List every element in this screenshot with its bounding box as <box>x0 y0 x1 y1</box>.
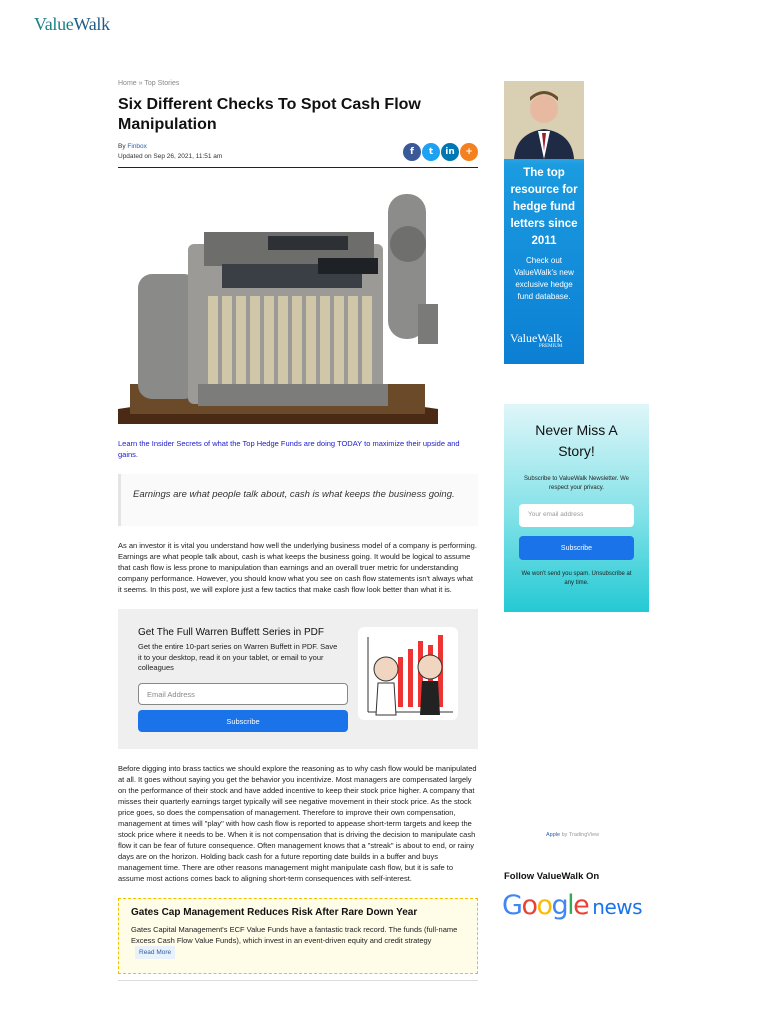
ad-brand-logo <box>510 331 562 349</box>
newsletter-email-input[interactable]: Your email address <box>519 504 634 527</box>
article-title: Six Different Checks To Spot Cash Flow Manipulation <box>118 96 421 133</box>
tradingview-widget <box>546 832 599 838</box>
logo-text-a: Value <box>34 14 74 34</box>
share-buttons <box>403 143 478 161</box>
facebook-share-icon[interactable]: f <box>403 143 421 161</box>
twitter-share-icon[interactable]: t <box>422 143 440 161</box>
teaser-title[interactable]: Gates Cap Management Reduces Risk After Rare Down Year <box>131 907 418 918</box>
newsletter-disclaimer: We won't send you spam. Unsubscribe at any time. <box>521 571 632 586</box>
breadcrumb-section[interactable]: Top Stories <box>144 80 180 87</box>
article-paragraph: As an investor it is vital you understand how well the underlying business model of a company is performing. Earnings are what people talk about, cash is what keeps the business going. It would be logical to assume that cash flow is less prone to manipulation than earnings and an overall truer metric for understanding company performance. However, you should know what you see on cash flow statements isn't always what it seems. In this post, we will explore just a few tactics that make cash flow look better than what it is. <box>118 541 477 594</box>
google-letter: o <box>536 890 552 921</box>
follow-heading: Follow ValueWalk On <box>504 871 600 882</box>
newsletter-title: Never Miss A Story! <box>535 422 618 459</box>
updated-date: Updated on Sep 26, 2021, 11:51 am <box>118 153 223 160</box>
insider-secrets-link[interactable]: Learn the Insider Secrets of what the Top Hedge Funds are doing TODAY to maximize their upside and gains. <box>118 439 460 459</box>
ticker-attribution: by TradingView <box>560 832 600 838</box>
logo-text-b: Walk <box>73 14 110 34</box>
optin-email-input[interactable]: Email Address <box>138 683 348 705</box>
byline <box>118 142 478 164</box>
pdf-optin-box <box>118 609 478 749</box>
ticker-symbol-link[interactable]: Apple <box>546 832 561 838</box>
person-photo <box>504 81 584 159</box>
google-letter: g <box>551 890 568 921</box>
optin-title: Get The Full Warren Buffett Series in PDF <box>138 627 324 638</box>
google-wordmark <box>502 890 588 921</box>
news-wordmark: news <box>592 895 643 919</box>
divider <box>118 980 478 981</box>
pull-quote: Earnings are what people talk about, cash is what keeps the business going. <box>118 474 478 526</box>
more-share-icon[interactable]: + <box>460 143 478 161</box>
article-paragraph: Before digging into brass tactics we should explore the reasoning as to why cash flow would be manipulated at all. It goes without saying you get the behavior you incentivize. Most managers are compensated largely on the performance of their stock and have added incentive to keep their stock price higher. A company that misses their quarterly earnings target typically will see negative movement in their stock price. As the stock price goes, so does the compensation of management. Therefore to improve their own compensation, management at times will "play" with how cash flow is reported to appease short-term targets and keep the stock price where it needs to be. When it is not compensation that is driving the decision to manipulate cash flow it can be fear of future consequence. Often management knows that a "streak" is about to end, or rainy days are on the horizon. Holding back cash for a future reporting date builds in a buffer and buys management time. There are other reasons management might manipulate cash flow, but it is safe to assume most actions comes back to aligning short-term consequences with self-interest. <box>118 764 477 883</box>
google-letter: l <box>567 890 574 921</box>
newsletter-widget <box>504 404 649 612</box>
ad-body: Check out ValueWalk's new exclusive hedge fund database. <box>514 256 574 301</box>
newsletter-subtitle: Subscribe to ValueWalk Newsletter. We respect your privacy. <box>524 476 629 491</box>
buffett-munger-illustration <box>358 627 458 720</box>
teaser-text: Gates Capital Management's ECF Value Funds have a fantastic track record. The funds (full-name Excess Cash Flow Value Funds), which invest in an event-driven equity and credit strategy <box>131 925 458 945</box>
site-logo[interactable] <box>34 14 110 35</box>
hedge-fund-database-ad[interactable] <box>504 81 584 364</box>
breadcrumb <box>118 80 478 87</box>
ad-headline: The top resource for hedge fund letters since 2011 <box>510 167 578 247</box>
google-letter: G <box>502 890 522 921</box>
breadcrumb-home[interactable]: Home <box>118 80 137 87</box>
breadcrumb-separator: » <box>136 80 145 87</box>
author-link[interactable]: Finbox <box>127 143 147 150</box>
by-prefix: By <box>118 143 128 150</box>
ad-brand-name: ValueWalk <box>510 331 563 345</box>
title-divider <box>118 167 478 168</box>
article-column <box>118 80 478 981</box>
newsletter-subscribe-button[interactable]: Subscribe <box>519 536 634 560</box>
teaser-body <box>131 924 465 959</box>
optin-subscribe-button[interactable]: Subscribe <box>138 710 348 732</box>
cash-register-image <box>118 184 438 424</box>
related-article-teaser[interactable] <box>118 898 478 974</box>
google-news-logo[interactable] <box>502 890 642 921</box>
linkedin-share-icon[interactable]: in <box>441 143 459 161</box>
read-more-button[interactable]: Read More <box>135 946 175 959</box>
ad-brand-sub: PREMIUM <box>539 344 563 349</box>
google-letter: o <box>521 890 537 921</box>
google-letter: e <box>573 890 589 921</box>
optin-description: Get the entire 10-part series on Warren Buffett in PDF. Save it to your desktop, read it on your tablet, or email to your colleagues <box>138 642 338 672</box>
